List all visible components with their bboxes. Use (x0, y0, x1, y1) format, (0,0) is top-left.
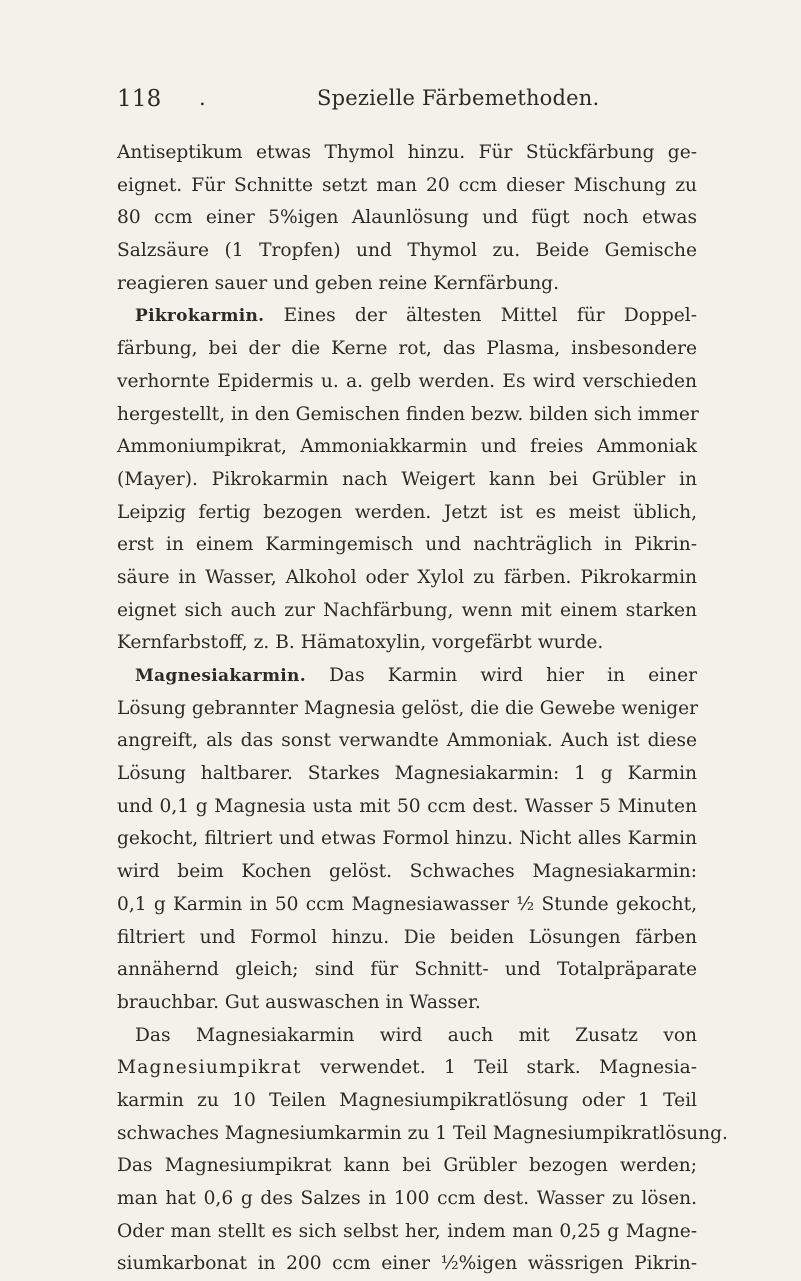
text-line (117, 1085, 697, 1118)
text-line (117, 856, 697, 889)
text-line (117, 300, 697, 333)
line-text: karmin zu 10 Teilen Magnesiumpikratlösung oder 1 Teil (117, 1089, 697, 1111)
page-number: 118 (117, 86, 162, 112)
section-heading: Pikrokarmin. (135, 306, 265, 327)
text-line (117, 399, 697, 432)
text-line (117, 1248, 697, 1281)
body-text (117, 137, 728, 1281)
line-text: Ammoniumpikrat, Ammoniakkarmin und freies Ammoniak (117, 436, 697, 458)
text-line (117, 1118, 728, 1151)
text-line (117, 660, 697, 693)
line-text: Oder man stellt es sich selbst her, indem man 0,25 g Magne- (117, 1220, 697, 1242)
text-line (117, 627, 697, 660)
line-text: Leipzig fertig bezogen werden. Jetzt ist es meist üblich, (117, 501, 697, 523)
line-text: 0,1 g Karmin in 50 ccm Magnesiawasser ½ Stunde gekocht, (117, 893, 697, 915)
line-text: eignet. Für Schnitte setzt man 20 ccm dieser Mischung zu (117, 174, 697, 196)
line-text: wird beim Kochen gelöst. Schwaches Magnesiakarmin: (117, 861, 697, 883)
line-text: Das Magnesiumpikrat kann bei Grübler bezogen werden; (117, 1155, 697, 1177)
page-header (117, 86, 702, 122)
text-line (117, 464, 697, 497)
text-line (117, 562, 697, 595)
line-text: Antiseptikum etwas Thymol hinzu. Für Stückfärbung ge- (117, 142, 697, 163)
line-text: siumkarbonat in 200 ccm einer ½%igen wässrigen Pikrin- (117, 1253, 697, 1275)
line-text: man hat 0,6 g des Salzes in 100 ccm dest. Wasser zu lösen. (117, 1188, 697, 1209)
text-line (117, 366, 697, 399)
line-text: säure in Wasser, Alkohol oder Xylol zu färben. Pikrokarmin (117, 566, 697, 588)
line-text: reagieren sauer und geben reine Kernfärbung. (117, 272, 559, 294)
line-text: färbung, bei der die Kerne rot, das Plasma, insbesondere (117, 338, 697, 360)
text-line (117, 1020, 697, 1053)
line-text: und 0,1 g Magnesia usta mit 50 ccm dest. Wasser 5 Minuten (117, 795, 697, 817)
text-line (117, 529, 697, 562)
line-text: (Mayer). Pikrokarmin nach Weigert kann bei Grübler in (117, 468, 697, 490)
text-line (117, 202, 697, 235)
text-line (117, 954, 697, 987)
line-text: eignet sich auch zur Nachfärbung, wenn mit einem starken (117, 599, 697, 621)
text-line (117, 497, 697, 530)
text-line (117, 1183, 697, 1216)
line-text: schwaches Magnesiumkarmin zu 1 Teil Magnesiumpikratlösung. (117, 1122, 728, 1144)
text-line (117, 693, 697, 726)
line-text: filtriert und Formol hinzu. Die beiden Lösungen färben (117, 926, 697, 948)
header-separator: . (199, 86, 206, 110)
text-line (117, 595, 697, 628)
text-line (117, 889, 697, 922)
line-text: Lösung haltbarer. Starkes Magnesiakarmin: 1 g Karmin (117, 763, 697, 785)
spaced-term: Magnesiumpikrat (117, 1057, 302, 1079)
line-text: Kernfarbstoff, z. B. Hämatoxylin, vorgefärbt wurde. (117, 632, 604, 654)
text-line (117, 268, 697, 301)
line-text: 80 ccm einer 5%igen Alaunlösung und fügt noch etwas (117, 207, 697, 229)
line-text: Eines der ältesten Mittel für Doppel- (264, 305, 697, 327)
line-text: Das Karmin wird hier in einer (305, 665, 697, 686)
line-text: gekocht, filtriert und etwas Formol hinzu. Nicht alles Karmin (117, 828, 697, 850)
line-text: erst in einem Karmingemisch und nachträglich in Pikrin- (117, 534, 697, 556)
line-text: Das Magnesiakarmin wird auch mit Zusatz von (135, 1024, 697, 1046)
line-text: Salzsäure (1 Tropfen) und Thymol zu. Beide Gemische (117, 240, 697, 262)
text-line (117, 791, 697, 824)
line-text: brauchbar. Gut auswaschen in Wasser. (117, 991, 481, 1013)
text-line (117, 1052, 697, 1085)
text-line (117, 987, 697, 1020)
line-text: verwendet. 1 Teil stark. Magnesia- (301, 1057, 697, 1079)
line-text: Lösung gebrannter Magnesia gelöst, die die Gewebe weniger (117, 697, 698, 719)
text-line (117, 725, 697, 758)
text-line (117, 170, 697, 203)
line-text: angreift, als das sonst verwandte Ammoniak. Auch ist diese (117, 730, 697, 752)
text-line (117, 922, 697, 955)
text-line (117, 758, 697, 791)
text-line (117, 137, 697, 170)
line-text: verhornte Epidermis u. a. gelb werden. Es wird verschieden (117, 370, 697, 392)
line-text: annähernd gleich; sind für Schnitt- und Totalpräparate (117, 959, 697, 981)
text-line (117, 431, 697, 464)
text-line (117, 235, 697, 268)
line-text: hergestellt, in den Gemischen finden bezw. bilden sich immer (117, 403, 699, 425)
text-line (117, 1150, 697, 1183)
section-heading: Magnesiakarmin. (135, 666, 306, 686)
text-line (117, 333, 697, 366)
running-title: Spezielle Färbemethoden. (317, 86, 600, 110)
text-line (117, 823, 697, 856)
text-line (117, 1216, 697, 1249)
